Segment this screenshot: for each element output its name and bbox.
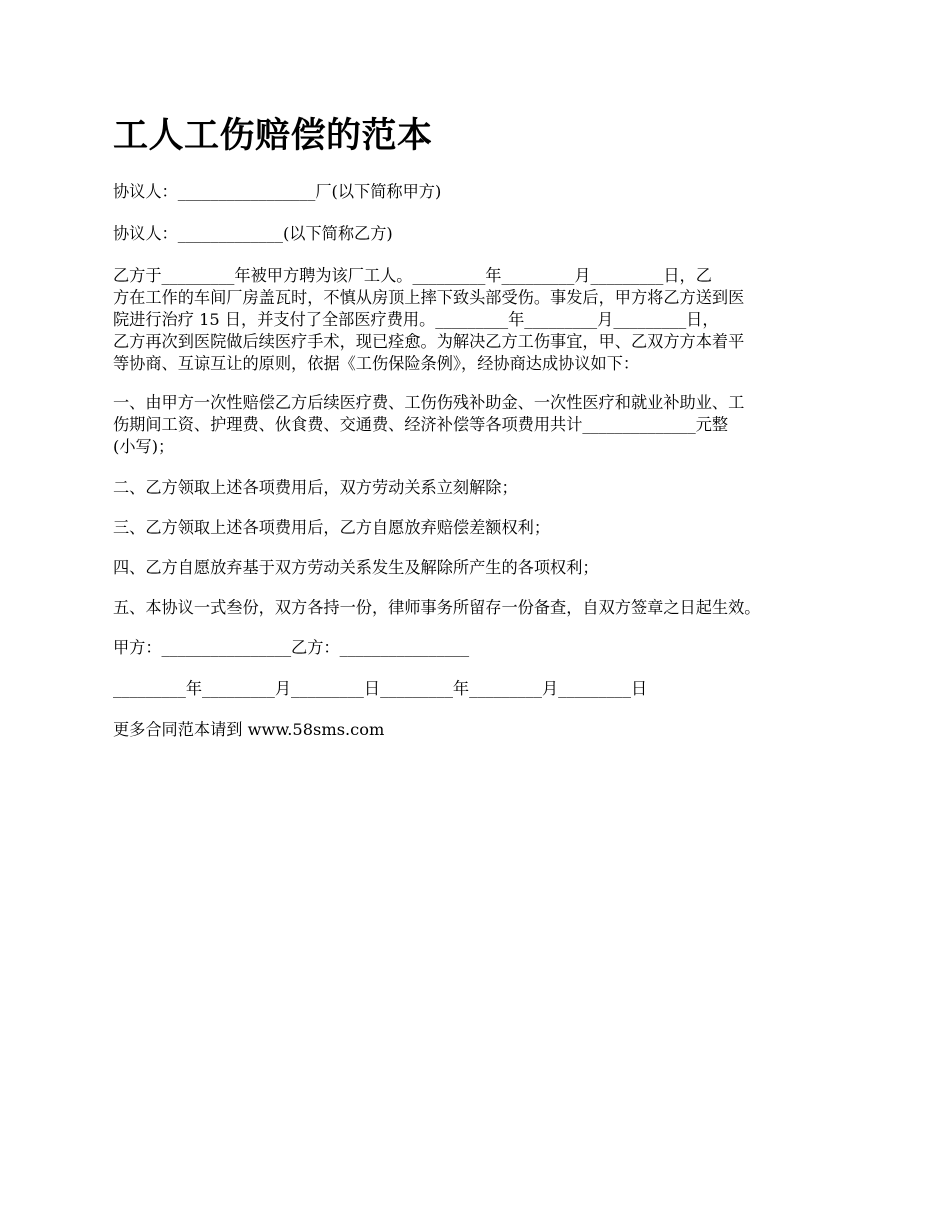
- clause-5: 五、本协议一式叁份，双方各持一份，律师事务所留存一份备查，自双方签章之日起生效。: [113, 598, 761, 617]
- footer-link-text: 更多合同范本请到 www.58sms.com: [113, 720, 385, 739]
- background-line-1: 乙方于_________年被甲方聘为该厂工人。_________年_________月_________日，乙: [113, 266, 712, 285]
- clause-1-line-1: 一、由甲方一次性赔偿乙方后续医疗费、工伤伤残补助金、一次性医疗和就业补助业、工: [113, 393, 745, 412]
- clause-2: 二、乙方领取上述各项费用后，双方劳动关系立刻解除；: [113, 478, 518, 497]
- signature-line: 甲方：________________乙方：________________: [113, 638, 470, 657]
- background-line-2: 方在工作的车间厂房盖瓦时，不慎从房顶上摔下致头部受伤。事发后，甲方将乙方送到医: [113, 288, 745, 307]
- clause-1-line-2: 伤期间工资、护理费、伙食费、交通费、经济补偿等各项费用共计______________元整: [113, 415, 729, 434]
- date-line: _________年_________月_________日_________年_________月_________日: [113, 679, 648, 698]
- clause-4: 四、乙方自愿放弃基于双方劳动关系发生及解除所产生的各项权利；: [113, 558, 599, 577]
- clause-3: 三、乙方领取上述各项费用后，乙方自愿放弃赔偿差额权利；: [113, 518, 551, 537]
- background-line-4: 乙方再次到医院做后续医疗手术，现已痊愈。为解决乙方工伤事宜，甲、乙双方方本着平: [113, 332, 745, 351]
- party-a-line: 协议人：_________________厂(以下简称甲方): [113, 182, 442, 201]
- document-title: 工人工伤赔偿的范本: [113, 116, 433, 156]
- clause-1-line-3: (小写)；: [113, 437, 175, 456]
- background-line-3: 院进行治疗 15 日，并支付了全部医疗费用。_________年_________月_________日，: [113, 310, 719, 329]
- background-line-5: 等协商、互谅互让的原则，依据《工伤保险条例》，经协商达成协议如下：: [113, 354, 640, 373]
- party-b-line: 协议人：_____________(以下简称乙方): [113, 224, 393, 243]
